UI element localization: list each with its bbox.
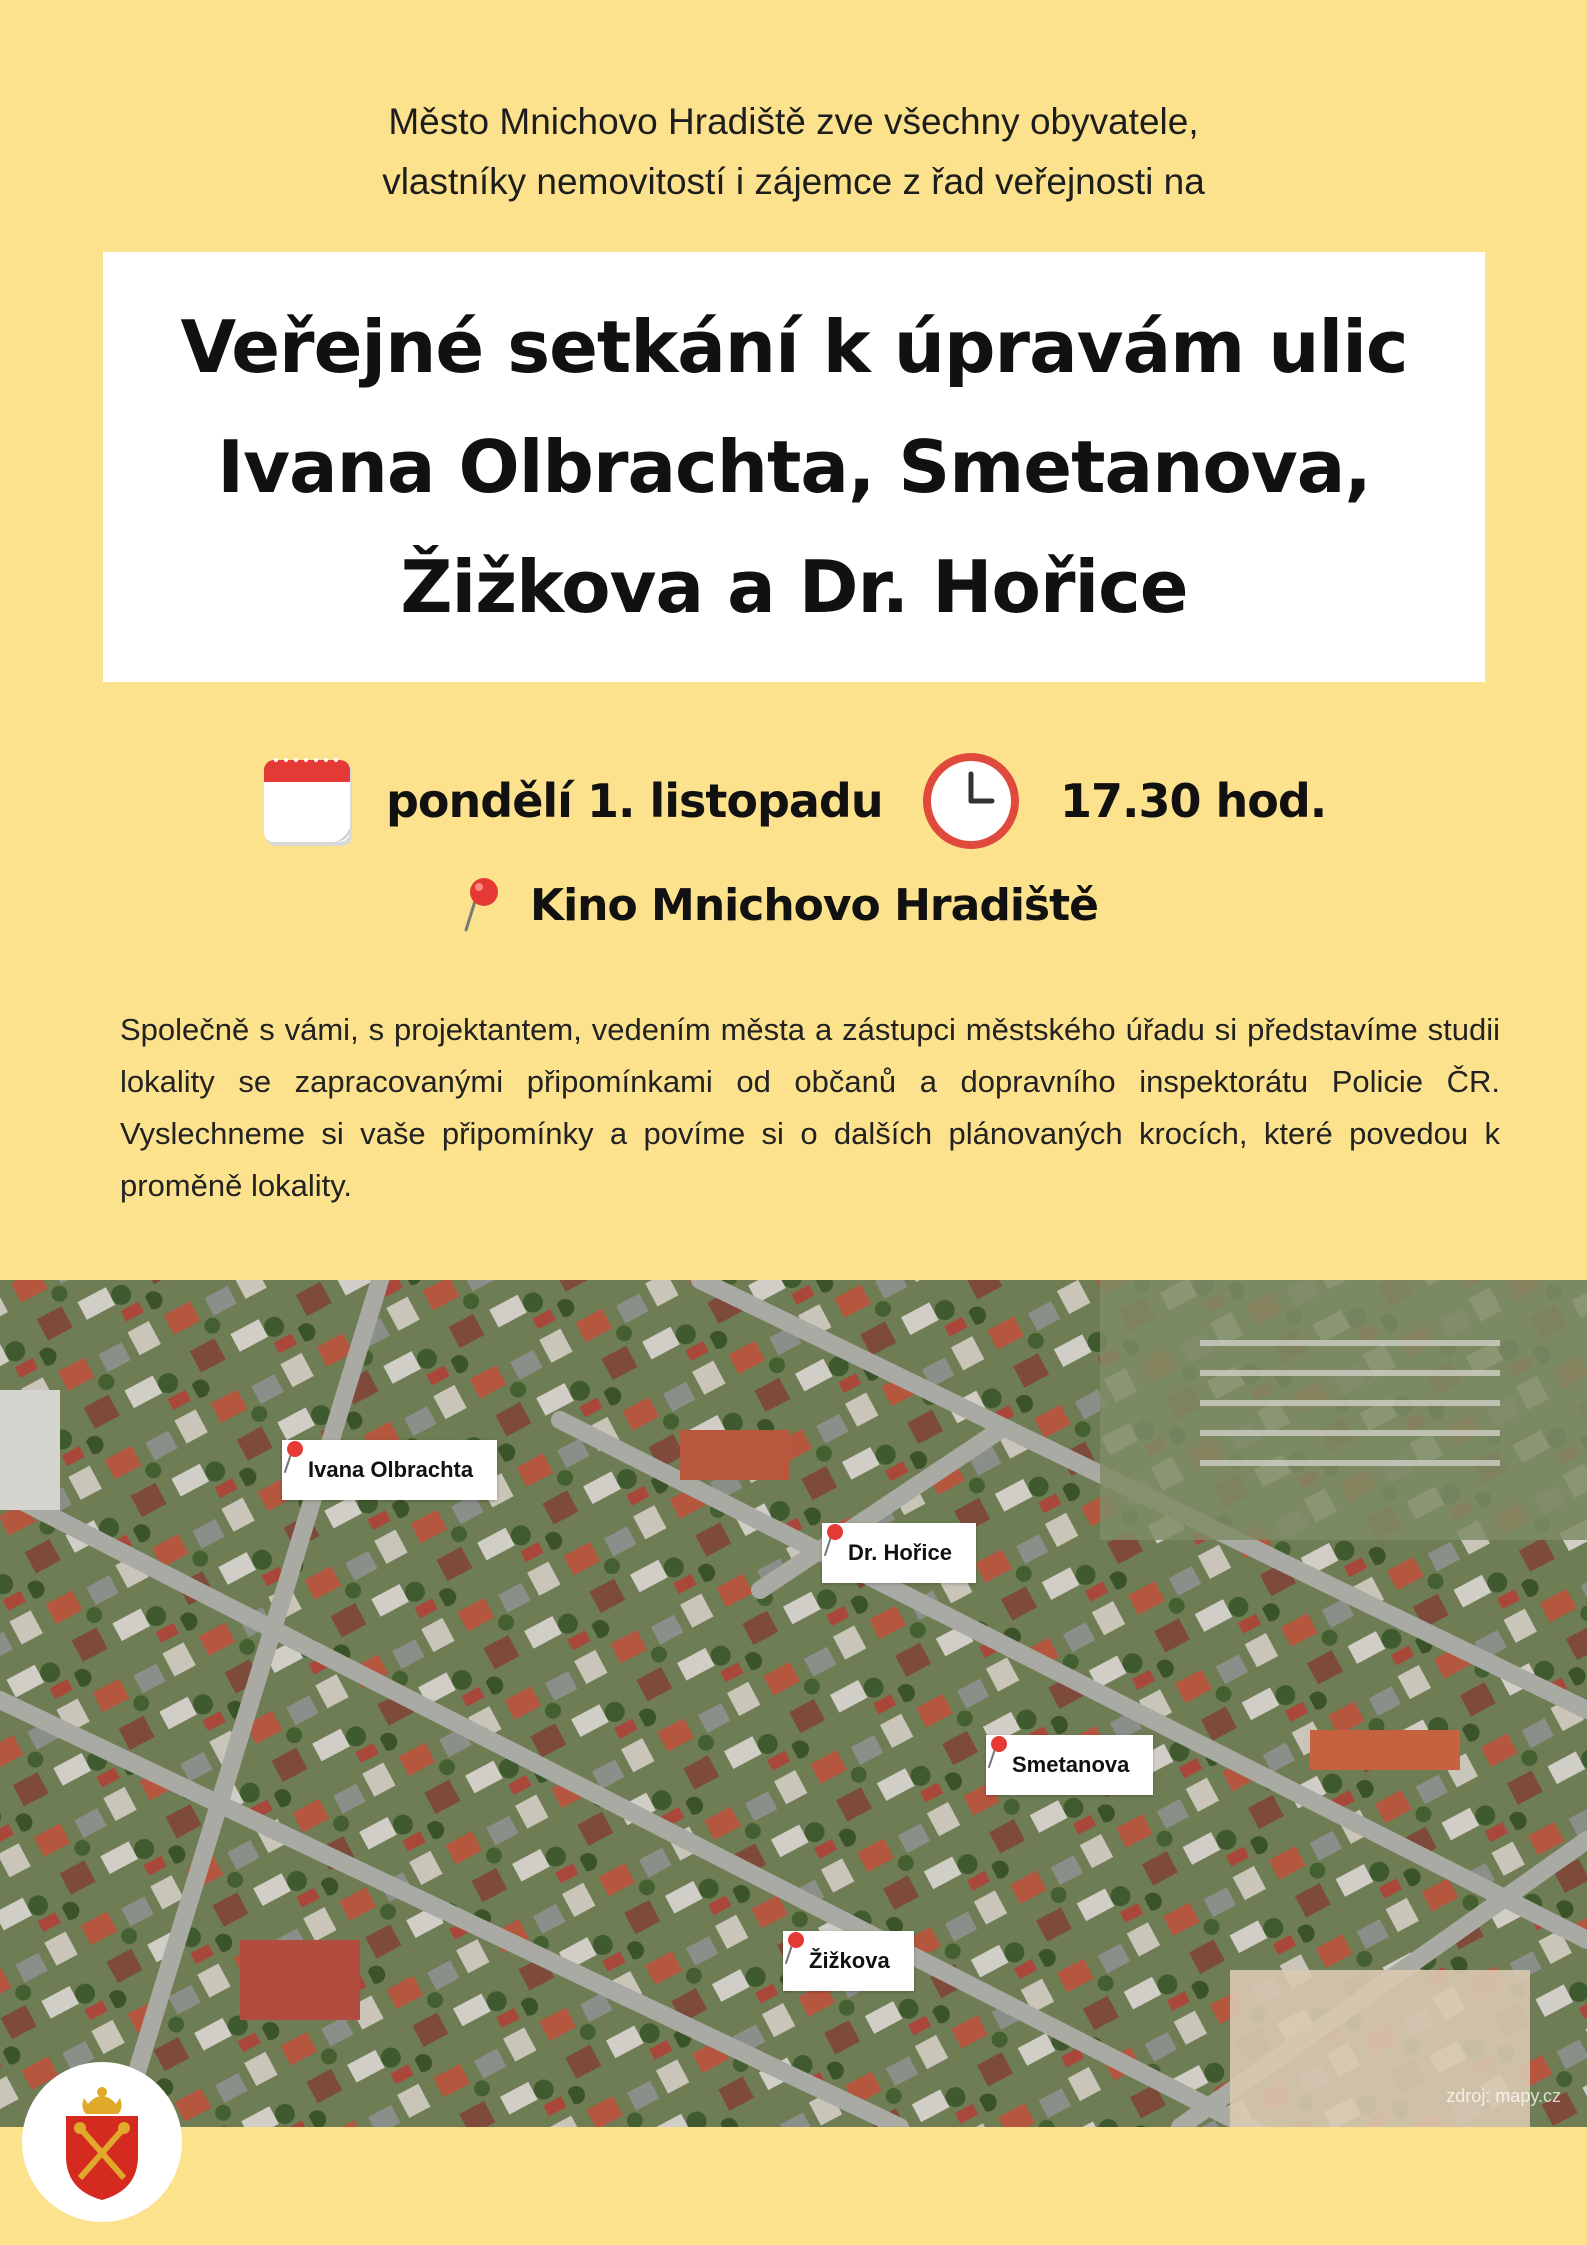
event-place-row <box>0 870 1587 940</box>
map-label-text: Ivana Olbrachta <box>308 1457 474 1482</box>
event-time: 17.30 hod. <box>1060 774 1327 828</box>
title-line-2: Ivana Olbrachta, Smetanova, <box>217 425 1371 509</box>
map-pin-icon <box>822 1523 844 1557</box>
map-pin-icon <box>986 1735 1008 1769</box>
intro-line-2: vlastníky nemovitostí i zájemce z řad veřejnosti na <box>382 161 1205 202</box>
map-pin-icon <box>282 1440 304 1474</box>
map-source-credit: zdroj: mapy.cz <box>1446 2086 1561 2106</box>
event-date: pondělí 1. listopadu <box>386 774 883 828</box>
title-box <box>103 252 1485 682</box>
event-date-time-row <box>0 752 1587 852</box>
map-label-text: Smetanova <box>1012 1752 1130 1777</box>
clock-icon <box>922 752 1020 850</box>
title-line-3: Žižkova a Dr. Hořice <box>400 545 1188 629</box>
map-pin-icon <box>460 876 504 932</box>
map-label-dr-horice <box>822 1523 976 1583</box>
map-label-zizkova <box>783 1931 914 1991</box>
map-label-text: Dr. Hořice <box>848 1540 952 1565</box>
invitation-intro <box>0 92 1587 212</box>
coat-of-arms-icon <box>52 2082 152 2202</box>
description-paragraph: Společně s vámi, s projektantem, vedením města a zástupci městského úřadu si představíme studii lokality se zapracovanými připomínkami od občanů a dopravního inspektorátu Policie ČR. Vyslechneme si vaše připomínky a povíme si o dalších plánovaných krocích, které povedou k proměně lokality. <box>120 1012 1500 1203</box>
calendar-icon <box>264 756 354 848</box>
aerial-map <box>0 1280 1587 2127</box>
map-label-text: Žižkova <box>809 1948 890 1973</box>
aerial-photo <box>0 1280 1587 2127</box>
map-label-ivana-olbrachta <box>282 1440 497 1500</box>
town-logo <box>22 2062 182 2222</box>
title-line-1: Veřejné setkání k úpravám ulic <box>180 305 1408 389</box>
map-pin-icon <box>783 1931 805 1965</box>
map-label-smetanova <box>986 1735 1153 1795</box>
intro-line-1: Město Mnichovo Hradiště zve všechny obyvatele, <box>388 101 1199 142</box>
event-place: Kino Mnichovo Hradiště <box>530 880 1098 931</box>
